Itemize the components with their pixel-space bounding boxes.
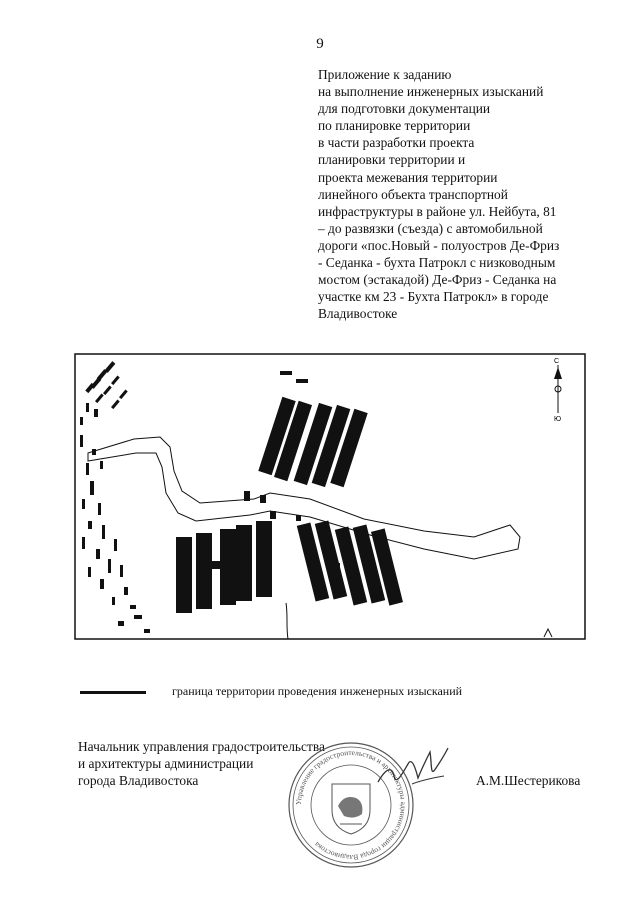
appendix-line: Приложение к заданию [318, 67, 452, 82]
appendix-line: линейного объекта транспортной [318, 186, 508, 202]
building-cluster-bottom-left [176, 521, 272, 613]
compass-south-label: Ю [554, 416, 562, 423]
handwritten-signature [372, 738, 452, 798]
legend-label: граница территории проведения инженерных изысканий [172, 684, 463, 698]
page-number: 9 [316, 36, 324, 52]
appendix-line: участке км 23 - Бухта Патрокл» в городе [318, 289, 549, 305]
appendix-line: Владивостоке [318, 306, 398, 322]
appendix-line: планировки территории и [318, 152, 466, 168]
appendix-line: - Седанка - бухта Патрокл с низководным [318, 255, 556, 271]
appendix-header [318, 66, 618, 322]
map-frame [75, 354, 585, 639]
signer-title-line: Начальник управления градостроительства [78, 739, 325, 754]
appendix-line: проекта межевания территории [318, 169, 498, 185]
appendix-line: – до развязки (съезда) с автомобильной [318, 220, 543, 236]
north-arrow-icon [554, 358, 562, 423]
appendix-line: по планировке территории [318, 118, 471, 134]
appendix-line: мостом (эстакадой) Де-Фриз - Седанка на [318, 272, 557, 288]
building-cluster-bottom-right [297, 520, 403, 605]
map-legend [80, 682, 600, 702]
signer-name: А.М.Шестерикова [476, 773, 581, 788]
appendix-line: инфраструктуры в районе ул. Нейбута, 81 [318, 203, 557, 219]
appendix-line: в части разработки проекта [318, 135, 475, 151]
appendix-line: дороги «пос.Новый - полуостров Де-Фриз [318, 237, 560, 253]
signer-title-line: города Владивостока [78, 773, 199, 788]
seal-ring-text: Управление градостроительства и архитектуры администрации города Владивостока [293, 747, 409, 863]
left-shore-buildings [80, 361, 150, 633]
signer-title-line: и архитектуры администрации [78, 756, 254, 771]
site-map [74, 353, 586, 640]
legend-boundary-line [80, 691, 146, 694]
appendix-line: для подготовки документации [318, 101, 491, 117]
map-misc-marks [286, 603, 552, 639]
compass-north-label: С [554, 358, 560, 365]
appendix-line: на выполнение инженерных изысканий [318, 84, 544, 100]
